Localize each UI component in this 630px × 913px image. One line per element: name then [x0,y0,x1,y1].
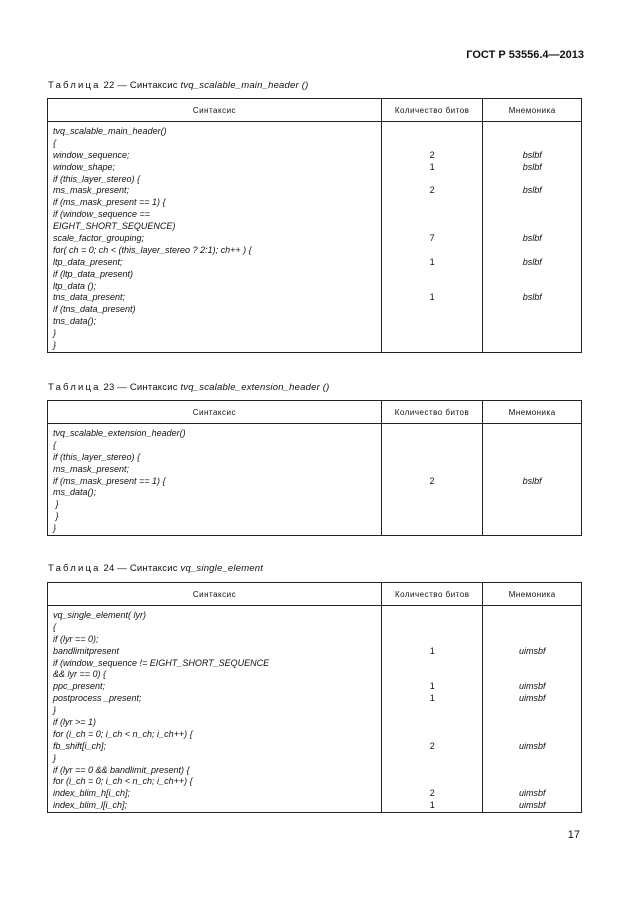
table-body-row [48,606,582,813]
bit-count: 1 [429,256,435,267]
bit-count [382,669,483,681]
mnemonic [483,126,581,138]
syntax-line: { [53,621,57,632]
caption-word: Таблица [48,80,101,91]
mnemonic [483,340,581,352]
syntax-column [48,606,382,813]
mnemonic [483,197,581,209]
bit-count [382,197,483,209]
syntax-line: for( ch = 0; ch < (this_layer_stereo ? 2:1); ch++ ) { [53,244,252,255]
syntax-line: window_shape; [53,161,116,172]
caption-function: vq_single_element [180,563,264,574]
syntax-table-22 [47,98,582,353]
mnemonic [483,634,581,646]
mnemonic [483,717,581,729]
syntax-line: if (lyr == 0 && bandlimit_present) { [53,764,190,775]
mnemonic [483,428,581,440]
syntax-line: if (ms_mask_present == 1) { [53,197,166,208]
mnemonic [483,328,581,340]
bit-count [382,340,483,352]
table-22-caption [48,80,308,91]
bit-count [382,209,483,221]
bit-count [382,622,483,634]
syntax-line: if (tns_data_present) [53,304,136,315]
mnemonic: bslbf [522,256,542,267]
mnemonic [483,452,581,464]
mnemonic [483,729,581,741]
bit-count: 2 [429,149,435,160]
syntax-line: ltp_data (); [53,280,97,291]
syntax-line: for (i_ch = 0; i_ch < n_ch; i_ch++) { [53,728,193,739]
column-header-mnemonic: Мнемоника [483,99,582,122]
mnemonic-column [483,424,582,536]
mnemonic: bslbf [522,475,542,486]
mnemonic [483,304,581,316]
bit-count [382,523,483,535]
caption-number: 23 — [103,382,128,393]
bit-count [382,753,483,765]
syntax-line: window_sequence; [53,149,130,160]
bit-count: 1 [429,161,435,172]
syntax-line: } [53,705,57,716]
bit-count [382,765,483,777]
syntax-line: EIGHT_SHORT_SEQUENCE) [53,221,176,232]
bit-count [382,658,483,670]
caption-function: tvq_scalable_extension_header () [180,382,330,393]
syntax-table-24 [47,582,582,813]
syntax-line: if (window_sequence != EIGHT_SHORT_SEQUENCE [53,657,270,668]
table-header-row [48,583,582,606]
syntax-line: ms_mask_present; [53,185,130,196]
syntax-line: && lyr == 0) { [53,669,107,680]
bit-count [382,717,483,729]
bits-column [381,122,483,353]
mnemonic: uimsbf [518,740,546,751]
syntax-column [48,424,382,536]
mnemonic: bslbf [522,292,542,303]
syntax-line: bandlimitpresent [53,645,120,656]
syntax-line: postprocess _present; [53,693,142,704]
mnemonic [483,523,581,535]
syntax-line: if (lyr >= 1) [53,717,97,728]
table-body-row [48,122,582,353]
bit-count: 2 [429,788,435,799]
syntax-line: tvq_scalable_main_header() [53,126,167,136]
mnemonic [483,610,581,622]
bit-count [382,428,483,440]
document-standard-number: ГОСТ Р 53556.4—2013 [466,49,584,61]
mnemonic [483,316,581,328]
column-header-bits: Количество битов [381,99,483,122]
bit-count [382,511,483,523]
table-body-row [48,424,582,536]
bit-count [382,304,483,316]
bits-column [381,606,483,813]
bit-count [382,634,483,646]
mnemonic [483,776,581,788]
bit-count [382,610,483,622]
mnemonic [483,221,581,233]
syntax-line: } [53,752,57,763]
mnemonic [483,765,581,777]
page-number: 17 [567,829,580,841]
bit-count [382,126,483,138]
bit-count [382,245,483,257]
bit-count [382,487,483,499]
mnemonic: bslbf [522,161,542,172]
table-header-row [48,401,582,424]
syntax-line: } [53,511,59,522]
mnemonic-column [483,606,582,813]
mnemonic [483,440,581,452]
syntax-line: if (lyr == 0); [53,633,99,644]
mnemonic [483,499,581,511]
bit-count: 1 [429,681,435,692]
bit-count: 1 [429,292,435,303]
syntax-line: ppc_present; [53,681,106,692]
syntax-line: if (ltp_data_present) [53,268,134,279]
syntax-line: index_blim_l[i_ch]; [53,800,128,811]
bit-count: 1 [429,693,435,704]
syntax-line: { [53,439,57,450]
syntax-line: fb_shift[i_ch]; [53,740,107,751]
mnemonic: uimsbf [518,788,546,799]
syntax-column [48,122,382,353]
caption-text: Синтаксис [129,382,178,393]
column-header-bits: Количество битов [381,583,483,606]
caption-function: tvq_scalable_main_header () [180,80,309,91]
mnemonic [483,705,581,717]
mnemonic: uimsbf [518,693,546,704]
mnemonic [483,209,581,221]
syntax-line: vq_single_element( lyr) [53,610,147,620]
bit-count [382,464,483,476]
syntax-line: } [53,523,57,534]
syntax-line: ms_mask_present; [53,463,130,474]
bit-count: 2 [429,740,435,751]
caption-word: Таблица [48,563,101,574]
table-23-caption [48,382,330,393]
caption-text: Синтаксис [129,80,178,91]
bit-count: 2 [429,185,435,196]
bits-column [381,424,483,536]
column-header-mnemonic: Мнемоника [483,583,582,606]
caption-number: 24 — [103,563,128,574]
mnemonic [483,281,581,293]
mnemonic [483,464,581,476]
mnemonic [483,174,581,186]
mnemonic [483,753,581,765]
bit-count [382,281,483,293]
bit-count [382,729,483,741]
bit-count [382,316,483,328]
table-header-row [48,99,582,122]
syntax-line: } [53,328,57,339]
table-24-caption [48,563,263,574]
bit-count [382,776,483,788]
syntax-line: tns_data_present; [53,292,126,303]
column-header-bits: Количество битов [381,401,483,424]
syntax-line: } [53,499,59,510]
bit-count [382,221,483,233]
syntax-line: if (this_layer_stereo) { [53,451,141,462]
bit-count [382,174,483,186]
mnemonic: bslbf [522,185,542,196]
mnemonic [483,269,581,281]
syntax-line: ltp_data_present; [53,256,123,267]
mnemonic [483,138,581,150]
syntax-line: { [53,137,57,148]
mnemonic: bslbf [522,233,542,244]
mnemonic-column [483,122,582,353]
syntax-line: ms_data(); [53,487,97,498]
syntax-table-23 [47,400,582,536]
syntax-line: if (this_layer_stereo) { [53,173,141,184]
mnemonic [483,511,581,523]
bit-count [382,499,483,511]
bit-count: 1 [429,645,435,656]
syntax-line: } [53,340,57,351]
mnemonic [483,622,581,634]
syntax-line: tns_data(); [53,316,97,327]
caption-text: Синтаксис [129,563,178,574]
column-header-mnemonic: Мнемоника [483,401,582,424]
column-header-syntax: Синтаксис [48,99,382,122]
mnemonic: bslbf [522,149,542,160]
bit-count [382,138,483,150]
caption-word: Таблица [48,382,101,393]
bit-count: 1 [429,800,435,811]
bit-count [382,328,483,340]
syntax-line: for (i_ch = 0; i_ch < n_ch; i_ch++) { [53,776,193,787]
mnemonic: uimsbf [518,800,546,811]
syntax-line: tvq_scalable_extension_header() [53,428,186,438]
syntax-line: index_blim_h[i_ch]; [53,788,131,799]
syntax-line: if (ms_mask_present == 1) { [53,475,166,486]
column-header-syntax: Синтаксис [48,583,382,606]
column-header-syntax: Синтаксис [48,401,382,424]
bit-count [382,452,483,464]
mnemonic: uimsbf [518,681,546,692]
bit-count [382,440,483,452]
caption-number: 22 — [103,80,128,91]
bit-count: 7 [429,233,435,244]
mnemonic: uimsbf [518,645,546,656]
mnemonic [483,658,581,670]
bit-count [382,705,483,717]
bit-count: 2 [429,475,435,486]
bit-count [382,269,483,281]
mnemonic [483,669,581,681]
mnemonic [483,487,581,499]
syntax-line: if (window_sequence == [53,209,151,220]
syntax-line: scale_factor_grouping; [53,233,145,244]
mnemonic [483,245,581,257]
